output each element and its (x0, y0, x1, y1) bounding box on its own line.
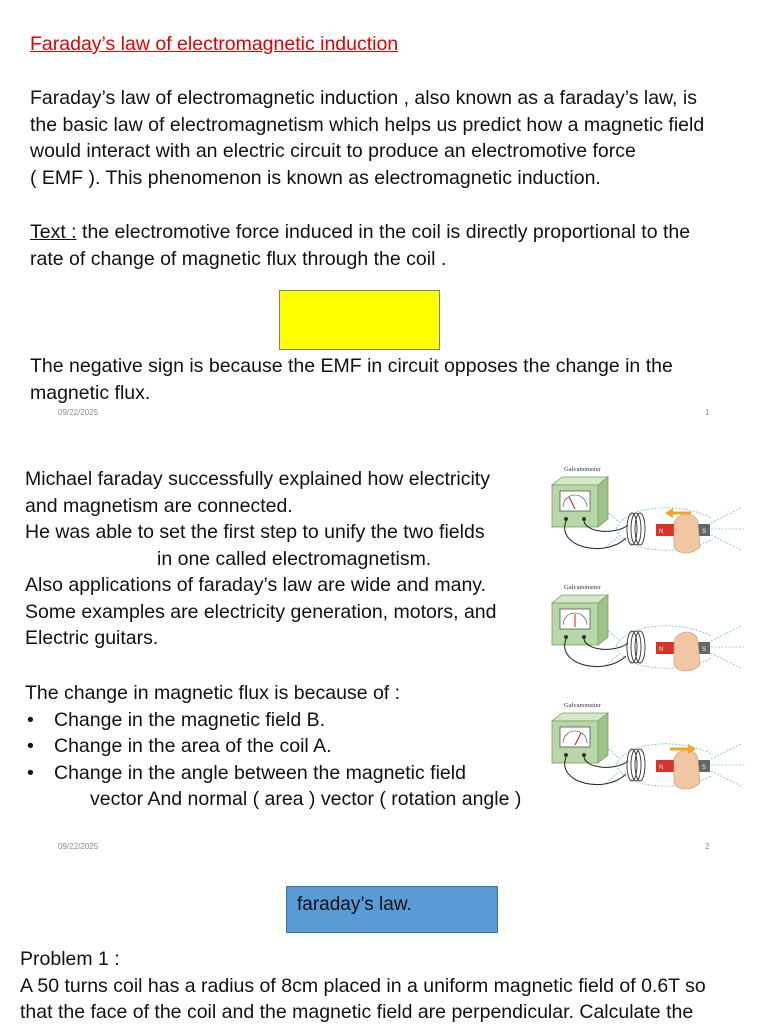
equation-placeholder (279, 290, 440, 350)
causes-list (25, 707, 545, 787)
problem-line: that the face of the coil and the magnetic field are perpendicular. Calculate the (20, 1001, 694, 1023)
intro-line: Faraday’s law of electromagnetic induction , also known as a faraday’s law, is (30, 87, 697, 109)
problem-title: Problem 1 : (20, 948, 120, 970)
intro-line: would interact with an electric circuit to produce an electromotive force (30, 140, 636, 162)
history-line: He was able to set the first step to unify the two fields (25, 521, 485, 543)
note-line: magnetic flux. (30, 381, 151, 404)
intro-paragraph (30, 85, 704, 191)
history-line: Also applications of faraday’s law are wide and many. (25, 574, 487, 596)
flux-causes (25, 680, 545, 813)
hand-icon (674, 750, 700, 789)
list-item: • Change in the magnetic field B. (25, 707, 545, 734)
coil-icon (627, 631, 645, 663)
history-line: Michael faraday successfully explained how electricity (25, 468, 490, 490)
problem-block (20, 946, 765, 1026)
page-number: 1 (705, 408, 710, 417)
section-label-box (286, 886, 498, 933)
coil-icon (627, 749, 645, 781)
list-item: • Change in the angle between the magnetic field (25, 760, 545, 787)
galvanometer-label: Galvanometer (564, 702, 601, 709)
list-item: • Change in the area of the coil A. (25, 733, 545, 760)
svg-text:S: S (702, 765, 707, 771)
slide-3 (0, 866, 768, 1024)
history-paragraph (25, 466, 545, 652)
intro-line: the basic law of electromagnetism which helps us predict how a magnetic field (30, 113, 705, 136)
law-line: the electromotive force induced in the coil is directly proportional to the (76, 221, 691, 243)
slide-1 (0, 0, 768, 425)
galvanometer-icon (552, 477, 608, 527)
coil-icon (627, 513, 645, 545)
history-line: in one called electromagnetism. (157, 547, 432, 570)
negative-sign-note (30, 353, 673, 406)
law-line: rate of change of magnetic flux through the coil . (30, 247, 447, 270)
footer-date: 09/22/2025 (58, 408, 99, 417)
svg-text:N: N (659, 647, 664, 653)
induction-figure-3 (546, 699, 746, 809)
induction-figure-1 (546, 463, 746, 573)
list-item-continuation: vector And normal ( area ) vector ( rotation angle ) (90, 788, 522, 810)
page-number: 2 (705, 842, 710, 851)
galvanometer-icon (552, 595, 608, 645)
svg-text:S: S (702, 647, 707, 653)
history-line: and magnetism are connected. (25, 494, 293, 517)
galvanometer-label: Galvanometer (564, 466, 601, 473)
galvanometer-icon (552, 713, 608, 763)
problem-line: A 50 turns coil has a radius of 8cm placed in a uniform magnetic field of 0.6T so (20, 974, 706, 997)
text-label: Text : (30, 221, 77, 243)
svg-text:S: S (702, 529, 707, 535)
induction-figure-2 (546, 581, 746, 691)
section-label: faraday’s law. (297, 894, 412, 915)
footer-date: 09/22/2025 (58, 842, 99, 851)
note-line: The negative sign is because the EMF in circuit opposes the change in the (30, 355, 673, 377)
svg-text:N: N (659, 529, 664, 535)
hand-icon (674, 632, 700, 671)
hand-icon (674, 514, 700, 553)
galvanometer-label: Galvanometer (564, 584, 601, 591)
history-line: Electric guitars. (25, 627, 159, 649)
slide-2 (0, 437, 768, 857)
causes-intro: The change in magnetic flux is because of : (25, 682, 401, 704)
svg-text:N: N (659, 765, 664, 771)
history-line: Some examples are electricity generation, motors, and (25, 600, 497, 623)
law-statement (30, 219, 690, 272)
slide-title: Faraday’s law of electromagnetic induction (30, 33, 399, 55)
intro-line: ( EMF ). This phenomenon is known as electromagnetic induction. (30, 166, 601, 189)
